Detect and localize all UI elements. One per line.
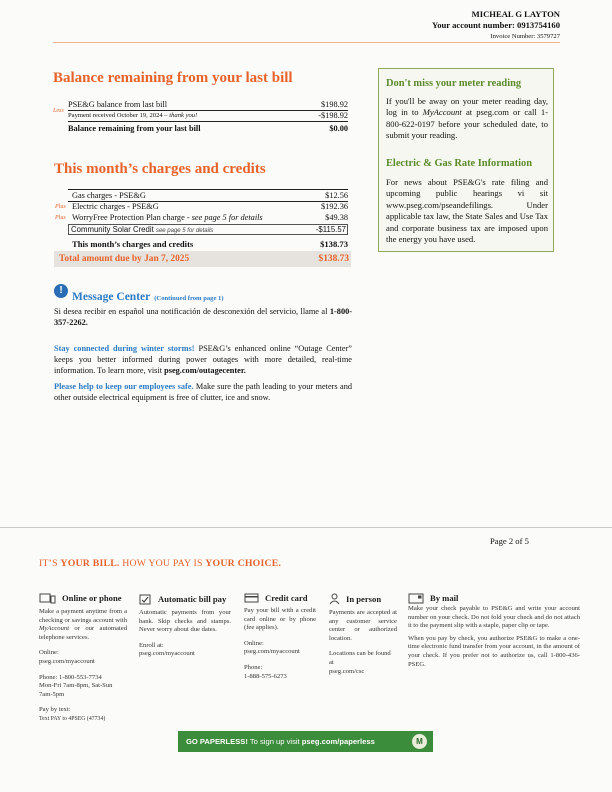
footer-divider bbox=[0, 527, 612, 528]
pay-online-phone: Online or phone Make a payment anytime from a checking or savings account with MyAccount or our automated telephone services. Online: pseg.com/myaccount Phone: 1-800-553-7734 Mon-Fri 7am-8pm, Sat-Sun 7am-5pm Pay by text: Text PAY to 4PSEG (47734) bbox=[39, 593, 127, 722]
paperless-url[interactable]: pseg.com/paperless bbox=[301, 737, 375, 746]
customer-name: MICHEAL G LAYTON bbox=[471, 9, 560, 19]
meter-reading-text: If you'll be away on your meter reading day, log in to MyAccount at pseg.com or call 1-800-622-0197 before your scheduled date, to submit your reading. bbox=[386, 96, 548, 141]
pay-credit-card: Credit card Pay your bill with a credit card online or by phone (fee applies). Online: pseg.com/myaccount Phone: 1-888-575-6273 bbox=[244, 592, 316, 680]
row-label: Community Solar Credit bbox=[71, 225, 154, 234]
row-amount: -$198.92 bbox=[318, 111, 348, 120]
meter-reading-heading: Don't miss your meter reading bbox=[386, 78, 522, 89]
header-divider bbox=[53, 42, 560, 43]
pay-by-mail: By mail Make your check payable to PSE&G and write your account number on your check. Do not fold your check and do not attach it to the payment slip with a staple, paper clip or tape. When you pay by check, you authorize PSE&G to make a one-time electronic fund transfer from your account, in the amount of your check. If you prefer not to authorize us, call 1-800-436-PSEG. bbox=[408, 593, 580, 668]
charges-title: This month’s charges and credits bbox=[54, 161, 266, 177]
card-url[interactable]: pseg.com/myaccount bbox=[244, 648, 300, 656]
message-employee-safety: Please help to keep our employees safe. Make sure the path leading to your meters and other outside electrical equipment is free of clutter, ice and snow. bbox=[54, 382, 352, 402]
row-amount: -$115.57 bbox=[315, 225, 346, 234]
plus-label: Plus bbox=[55, 215, 66, 221]
row-note: thank you! bbox=[169, 112, 198, 119]
paperless-logo-icon: M bbox=[412, 734, 427, 749]
pay-automatic: Automatic bill pay Automatic payments from your bank. Skip checks and stamps. Never worry about due dates. Enroll at: pseg.com/myaccount bbox=[139, 593, 231, 658]
calendar-check-icon bbox=[139, 593, 152, 605]
laptop-phone-icon bbox=[39, 593, 56, 604]
row-amount: $192.36 bbox=[321, 202, 348, 211]
row-amount: $198.92 bbox=[321, 100, 348, 109]
account-header bbox=[432, 9, 560, 42]
person-icon bbox=[329, 593, 340, 605]
go-paperless-banner[interactable]: GO PAPERLESS! To sign up visit pseg.com/paperless M bbox=[178, 731, 433, 752]
auto-url[interactable]: pseg.com/myaccount bbox=[139, 650, 195, 658]
total-due-label: Total amount due by Jan 7, 2025 bbox=[59, 254, 190, 264]
balance-title: Balance remaining from your last bill bbox=[53, 70, 293, 86]
row-note: see page 5 for details bbox=[191, 213, 263, 222]
payment-tagline: IT’S YOUR BILL. HOW YOU PAY IS YOUR CHOICE. bbox=[39, 558, 282, 569]
row-amount: $49.38 bbox=[325, 213, 348, 222]
message-spanish: Si desea recibir en español una notificación de desconexión del servicio, llame al 1-800-357-2262. bbox=[54, 307, 353, 327]
balance-total-label: Balance remaining from your last bill bbox=[68, 124, 201, 133]
credit-card-icon bbox=[244, 593, 259, 603]
subtotal-amount: $138.73 bbox=[320, 239, 348, 249]
message-winter-storms: Stay connected during winter storms! PSE&G’s enhanced online “Outage Center” keeps you better informed during power outages with more detailed, real-time information. To learn more, visit pseg.com/outagecenter. bbox=[54, 344, 352, 375]
paperless-bold: GO PAPERLESS! bbox=[186, 737, 248, 746]
rate-info-text: For news about PSE&G's rate filing and upcoming public hearings vi sit www.pseg.com/pseandefilings. Under applicable tax law, the State Sales and Use Tax and corporate business tax are imposed upon the energy you have used. bbox=[386, 177, 548, 245]
subtotal-label: This month’s charges and credits bbox=[72, 239, 194, 249]
online-url[interactable]: pseg.com/myaccount bbox=[39, 657, 95, 665]
row-label: Gas charges - PSE&G bbox=[72, 191, 146, 200]
rate-info-heading: Electric & Gas Rate Information bbox=[386, 158, 533, 169]
row-label: WorryFree Protection Plan charge - bbox=[72, 213, 192, 222]
balance-total-amount: $0.00 bbox=[329, 124, 348, 133]
info-sidebox bbox=[378, 68, 554, 252]
invoice-number: Invoice Number: 3579727 bbox=[490, 33, 560, 40]
account-number: Your account number: 0913754160 bbox=[431, 20, 560, 30]
page-number: Page 2 of 5 bbox=[490, 536, 529, 546]
row-amount: $12.56 bbox=[325, 191, 348, 200]
row-note: see page 5 for details bbox=[155, 228, 214, 234]
envelope-icon bbox=[408, 593, 424, 604]
row-label: Payment received October 19, 2024 – bbox=[68, 112, 170, 119]
message-center-heading bbox=[72, 287, 224, 305]
message-center-title: Message Center bbox=[72, 291, 151, 303]
message-center-subtitle: (Continued from page 1) bbox=[154, 295, 224, 302]
less-label: Less bbox=[53, 108, 64, 114]
row-label: PSE&G balance from last bill bbox=[68, 100, 168, 109]
total-due-amount: $138.73 bbox=[318, 254, 349, 264]
csc-url[interactable]: pseg.com/csc bbox=[329, 667, 365, 675]
plus-label: Plus bbox=[55, 204, 66, 210]
row-label: Electric charges - PSE&G bbox=[72, 202, 159, 211]
pay-in-person: In person Payments are accepted at any customer service center or authorized location. Locations can be found at pseg.com/csc bbox=[329, 593, 397, 675]
alert-icon: ! bbox=[54, 284, 68, 298]
